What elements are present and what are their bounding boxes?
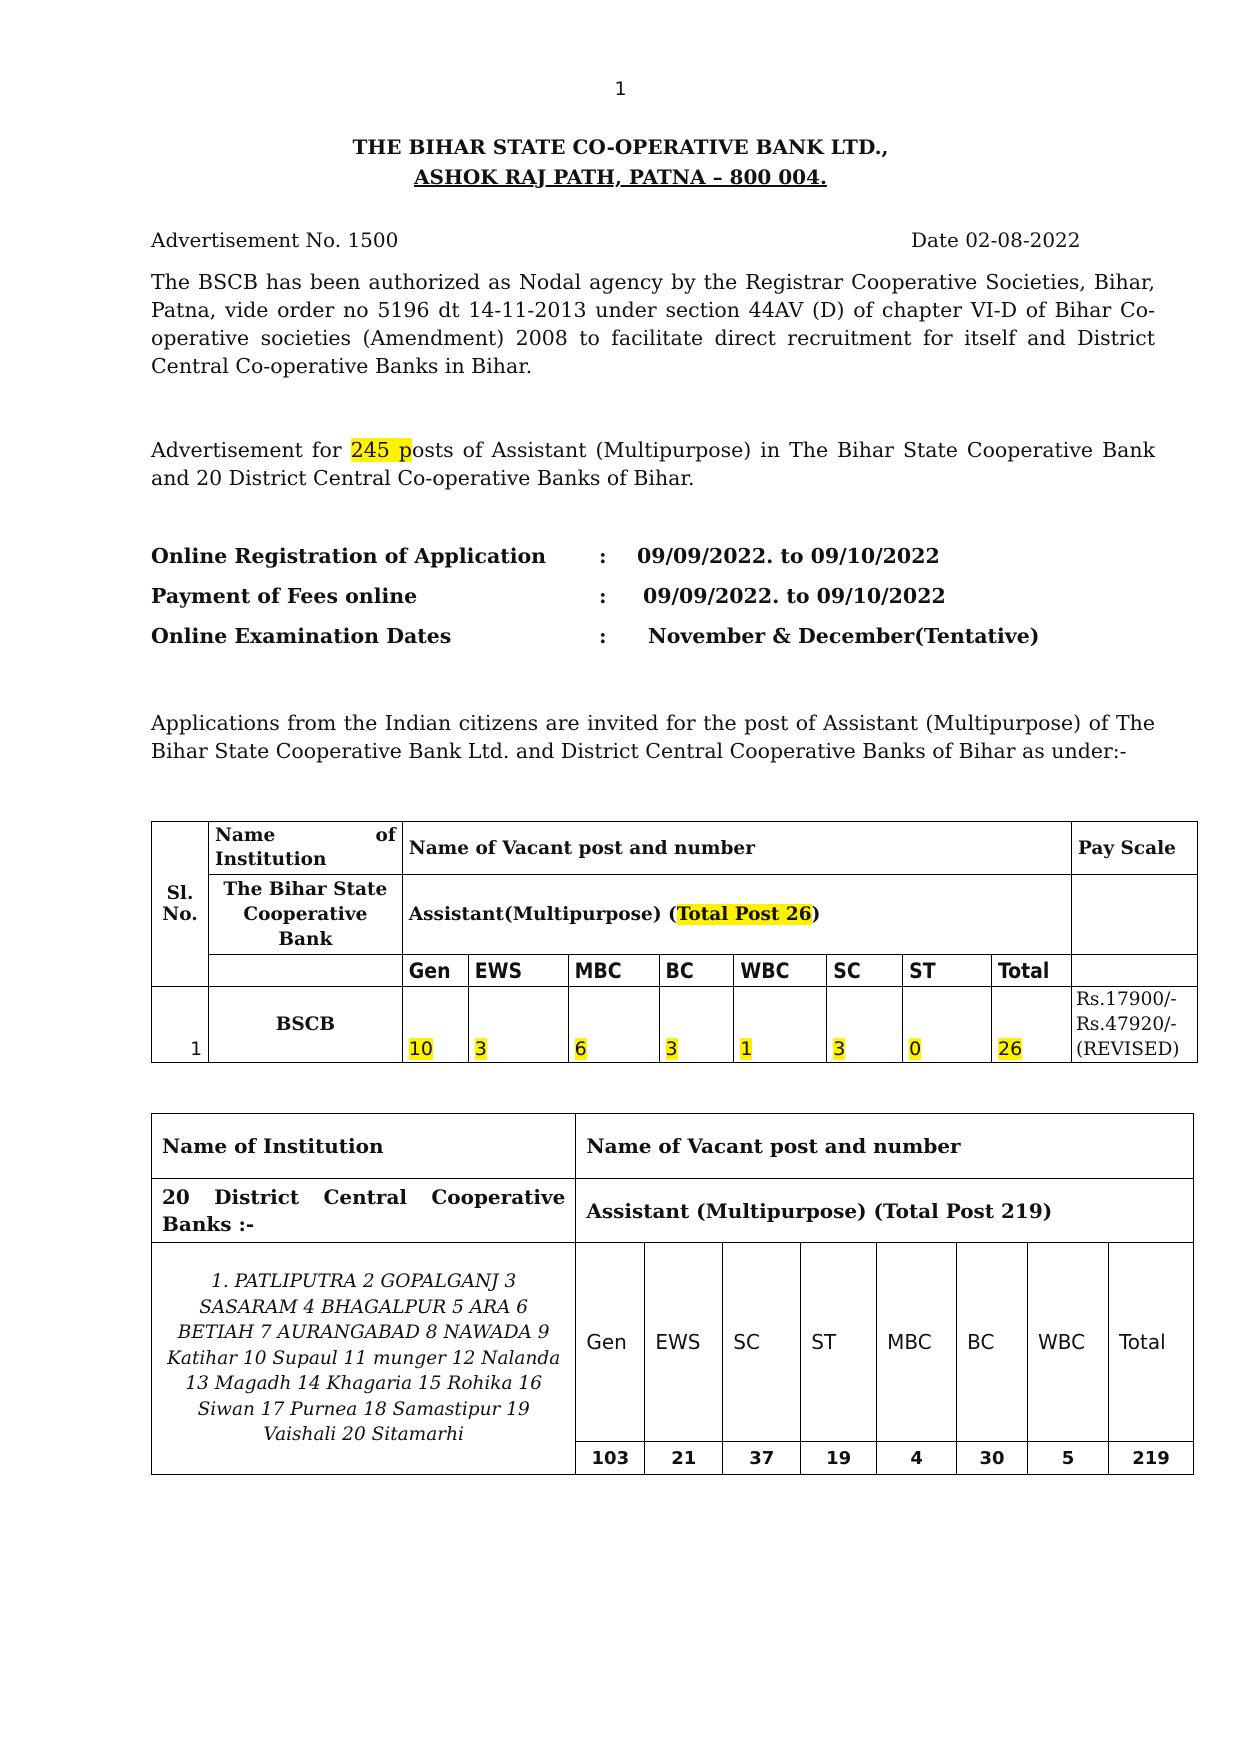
category-header: SC xyxy=(827,955,903,987)
letterhead xyxy=(0,132,1241,192)
dccb-post-title: Assistant (Multipurpose) (Total Post 219) xyxy=(576,1179,1194,1243)
posts-paragraph xyxy=(151,436,1155,492)
dccb-vacancy-table xyxy=(151,1113,1194,1475)
intro-paragraph: The BSCB has been authorized as Nodal agency by the Registrar Cooperative Societies, Bihar, Patna, vide order no 5196 dt 14-11-2013 under section 44AV (D) of chapter VI-D of Bihar Co-operative societies (Amendment) 2008 to facilitate direct recruitment for itself and District Central Co-operative Banks in Bihar. xyxy=(151,270,1155,378)
total-post-highlight: Total Post 26 xyxy=(676,904,812,925)
schedule-row xyxy=(151,584,1155,624)
posts-text-end: osts of Assistant (Multipurpose) in The Bihar State Cooperative Bank and 20 District Central Co-operative Banks of Bihar. xyxy=(151,438,1155,490)
row-institution-name: BSCB xyxy=(208,987,402,1063)
row-value xyxy=(827,987,903,1063)
pay-scale-line: Rs.17900/- xyxy=(1075,989,1177,1010)
category-header: WBC xyxy=(734,955,827,987)
schedule-row xyxy=(151,624,1155,664)
pay-scale-empty-cell xyxy=(1071,875,1197,955)
row-value xyxy=(659,987,734,1063)
vacancy-count: 4 xyxy=(877,1442,957,1475)
category-header: Total xyxy=(1108,1243,1193,1442)
district-line: Siwan 17 Purnea 18 Samastipur 19 xyxy=(197,1398,530,1420)
category-header: SC xyxy=(723,1243,801,1442)
row-value xyxy=(992,987,1072,1063)
value-highlight: 3 xyxy=(833,1038,846,1060)
schedule-label: Online Examination Dates xyxy=(151,624,452,648)
vacant-post-header: Name of Vacant post and number xyxy=(402,822,1071,875)
district-line: 1. PATLIPUTRA 2 GOPALGANJ 3 xyxy=(211,1271,517,1293)
schedule xyxy=(151,544,1155,664)
institution-header: Name of Institution xyxy=(152,1114,576,1179)
post-title-suffix: ) xyxy=(811,904,821,925)
category-header: BC xyxy=(957,1243,1028,1442)
bscb-vacancy-table xyxy=(151,821,1198,1063)
pay-scale-line: (REVISED) xyxy=(1075,1039,1180,1060)
schedule-colon: : xyxy=(599,544,607,568)
vacancy-count: 21 xyxy=(645,1442,723,1475)
bank-name: THE BIHAR STATE CO-OPERATIVE BANK LTD., xyxy=(352,135,889,159)
schedule-value: 09/09/2022. to 09/10/2022 xyxy=(643,584,946,608)
dccb-institution-name: 20 District Central Cooperative Banks :- xyxy=(152,1179,576,1243)
vacant-post-header: Name of Vacant post and number xyxy=(576,1114,1194,1179)
empty-cell xyxy=(1071,955,1197,987)
schedule-colon: : xyxy=(599,584,607,608)
empty-cell xyxy=(208,955,402,987)
district-line: Vaishali 20 Sitamarhi xyxy=(263,1424,464,1446)
category-header: ST xyxy=(903,955,992,987)
category-header: EWS xyxy=(468,955,568,987)
category-header: ST xyxy=(801,1243,877,1442)
row-sl-number: 1 xyxy=(152,987,209,1063)
row-value xyxy=(402,987,468,1063)
district-line: SASARAM 4 BHAGALPUR 5 ARA 6 xyxy=(199,1296,529,1318)
pay-scale-value xyxy=(1071,987,1197,1063)
page-number: 1 xyxy=(614,78,627,100)
vacancy-count: 30 xyxy=(957,1442,1028,1475)
vacancy-count: 219 xyxy=(1108,1442,1193,1475)
row-value xyxy=(468,987,568,1063)
schedule-label: Payment of Fees online xyxy=(151,584,418,608)
schedule-value: November & December(Tentative) xyxy=(648,624,1040,648)
institution-header: Name of Institution xyxy=(208,822,402,875)
institution-name: The Bihar State Cooperative Bank xyxy=(208,875,402,955)
posts-count-highlight: 245 p xyxy=(350,438,412,462)
pay-scale-header: Pay Scale xyxy=(1071,822,1197,875)
value-highlight: 3 xyxy=(665,1038,678,1060)
invitation-paragraph: Applications from the Indian citizens are invited for the post of Assistant (Multipurpose) of The Bihar State Cooperative Bank Ltd. and District Central Cooperative Banks of Bihar as under:- xyxy=(151,711,1155,763)
advertisement-number: Advertisement No. 1500 xyxy=(151,228,399,252)
vacancy-count: 103 xyxy=(576,1442,645,1475)
category-header: Gen xyxy=(402,955,468,987)
advertisement-date: Date 02-08-2022 xyxy=(911,228,1081,252)
district-line: 13 Magadh 14 Khagaria 15 Rohika 16 xyxy=(185,1373,542,1395)
schedule-value: 09/09/2022. to 09/10/2022 xyxy=(637,544,940,568)
value-highlight: 10 xyxy=(408,1038,433,1060)
district-list xyxy=(152,1243,576,1475)
post-title xyxy=(402,875,1071,955)
category-header: MBC xyxy=(877,1243,957,1442)
category-header: Total xyxy=(992,955,1072,987)
sl-no-header: Sl. No. xyxy=(152,822,209,987)
value-highlight: 0 xyxy=(909,1038,922,1060)
posts-text-start: Advertisement for xyxy=(151,438,351,462)
advertisement-meta xyxy=(151,228,1081,252)
post-title-prefix: Assistant(Multipurpose) ( xyxy=(408,904,677,925)
value-highlight: 3 xyxy=(474,1038,487,1060)
vacancy-count: 5 xyxy=(1028,1442,1109,1475)
vacancy-count: 19 xyxy=(801,1442,877,1475)
schedule-colon: : xyxy=(599,624,607,648)
row-value xyxy=(903,987,992,1063)
value-highlight: 26 xyxy=(998,1038,1023,1060)
category-header: WBC xyxy=(1028,1243,1109,1442)
row-value xyxy=(568,987,659,1063)
district-line: Katihar 10 Supaul 11 munger 12 Nalanda xyxy=(167,1347,561,1369)
bank-address: ASHOK RAJ PATH, PATNA – 800 004. xyxy=(414,165,827,189)
vacancy-count: 37 xyxy=(723,1442,801,1475)
pay-scale-line: Rs.47920/- xyxy=(1075,1014,1177,1035)
value-highlight: 1 xyxy=(740,1038,753,1060)
district-line: BETIAH 7 AURANGABAD 8 NAWADA 9 xyxy=(177,1322,550,1344)
category-header: MBC xyxy=(568,955,659,987)
schedule-label: Online Registration of Application xyxy=(151,544,547,568)
row-value xyxy=(734,987,827,1063)
category-header: Gen xyxy=(576,1243,645,1442)
schedule-row xyxy=(151,544,1155,584)
value-highlight: 6 xyxy=(574,1038,587,1060)
category-header: EWS xyxy=(645,1243,723,1442)
category-header: BC xyxy=(659,955,734,987)
